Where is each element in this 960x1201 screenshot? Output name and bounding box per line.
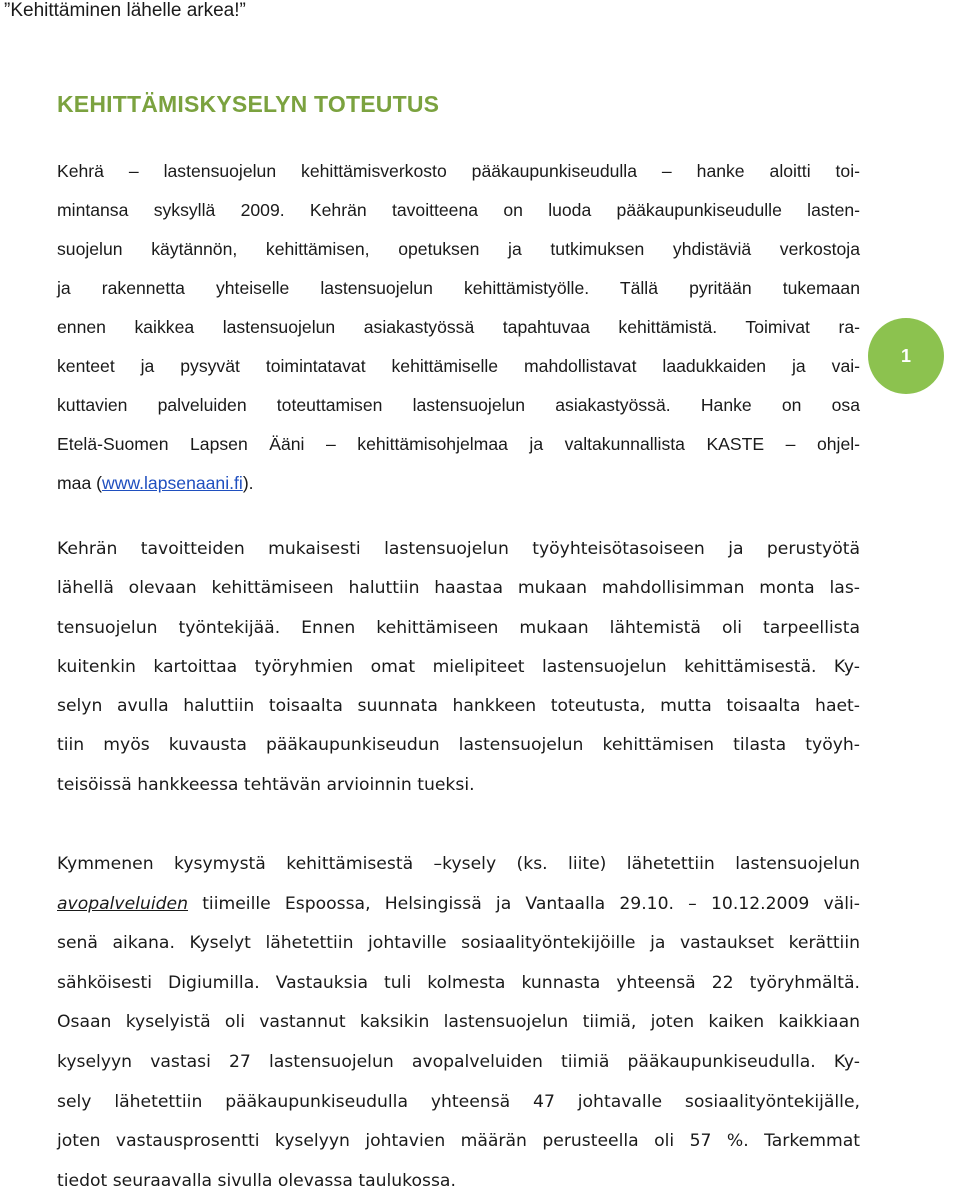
paragraph-line: sähköisesti Digiumilla. Vastauksia tuli kolmesta kunnasta yhteensä 22 työryhmältä.	[57, 972, 860, 993]
paragraph-goals	[57, 530, 860, 805]
paragraph-line: Kehrän tavoitteiden mukaisesti lastensuojelun työyhteisötasoiseen ja perustyötä	[57, 539, 860, 559]
paragraph-line	[57, 464, 860, 503]
paragraph-line: ja rakennetta yhteiselle lastensuojelun kehittämistyölle. Tällä pyritään tukemaan	[57, 278, 860, 298]
paragraph-line: Kehrä – lastensuojelun kehittämisverkosto pääkaupunkiseudulla – hanke aloitti toi-	[57, 161, 860, 181]
paragraph-line: kyselyyn vastasi 27 lastensuojelun avopalveluiden tiimiä pääkaupunkiseudulla. Ky-	[57, 1051, 860, 1072]
paragraph-line: kenteet ja pysyvät toimintatavat kehittämiselle mahdollistavat laadukkaiden ja vai-	[57, 356, 860, 376]
page-number: 1	[900, 345, 911, 366]
page-number-badge	[868, 318, 944, 394]
paragraph-line: kuttavien palveluiden toteuttamisen lastensuojelun asiakastyössä. Hanke on osa	[57, 395, 860, 415]
paragraph-line: Kymmenen kysymystä kehittämisestä –kysely (ks. liite) lähetettiin lastensuojelun	[57, 854, 860, 874]
paragraph-survey	[57, 845, 860, 1201]
paragraph-line: joten vastausprosentti kyselyyn johtavien määrän perusteella oli 57 %. Tarkemmat	[57, 1131, 860, 1152]
paragraph-line: tensuojelun työntekijää. Ennen kehittämiseen mukaan lähtemistä oli tarpeellista	[57, 617, 860, 638]
link-suffix: ).	[242, 473, 254, 493]
paragraph-line: ennen kaikkea lastensuojelun asiakastyössä tapahtuvaa kehittämistä. Toimivat ra-	[57, 317, 860, 337]
paragraph-line	[57, 885, 860, 925]
paragraph-line: Etelä-Suomen Lapsen Ääni – kehittämisohjelmaa ja valtakunnallista KASTE – ohjel-	[57, 434, 860, 454]
paragraph-line: teisöissä hankkeessa tehtävän arvioinnin tueksi.	[57, 774, 475, 795]
page-title: KEHITTÄMISKYSELYN TOTEUTUS	[57, 91, 440, 117]
paragraph-line: kuitenkin kartoittaa työryhmien omat mielipiteet lastensuojelun kehittämisestä. Ky-	[57, 656, 860, 677]
link-prefix: maa (	[57, 473, 102, 493]
paragraph-line: tiin myös kuvausta pääkaupunkiseudun lastensuojelun kehittämisen tilasta työyh-	[57, 735, 860, 756]
line-rest: tiimeille Espoossa, Helsingissä ja Vantaalla 29.10. – 10.12.2009 väli-	[188, 893, 860, 914]
emphasis-avopalveluiden: avopalveluiden	[57, 893, 189, 914]
paragraph-line: tiedot seuraavalla sivulla olevassa taulukossa.	[57, 1170, 456, 1191]
paragraph-intro	[57, 152, 860, 503]
paragraph-line: selyn avulla haluttiin toisaalta suunnata hankkeen toteutusta, mutta toisaalta haet-	[57, 696, 860, 717]
paragraph-line: senä aikana. Kyselyt lähetettiin johtaville sosiaalityöntekijöille ja vastaukset kerättiin	[57, 933, 860, 954]
lapsenaani-link[interactable]: www.lapsenaani.fi	[101, 473, 243, 493]
header-tagline: ”Kehittäminen lähelle arkea!”	[4, 0, 246, 21]
paragraph-line: Osaan kyselyistä oli vastannut kaksikin lastensuojelun tiimiä, joten kaiken kaikkiaan	[57, 1012, 860, 1033]
paragraph-line: mintansa syksyllä 2009. Kehrän tavoitteena on luoda pääkaupunkiseudulle lasten-	[57, 200, 860, 220]
paragraph-line: lähellä olevaan kehittämiseen haluttiin haastaa mukaan mahdollisimman monta las-	[57, 578, 860, 599]
paragraph-line: sely lähetettiin pääkaupunkiseudulla yhteensä 47 johtavalle sosiaalityöntekijälle,	[57, 1091, 860, 1112]
paragraph-line: suojelun käytännön, kehittämisen, opetuksen ja tutkimuksen yhdistäviä verkostoja	[57, 239, 860, 259]
